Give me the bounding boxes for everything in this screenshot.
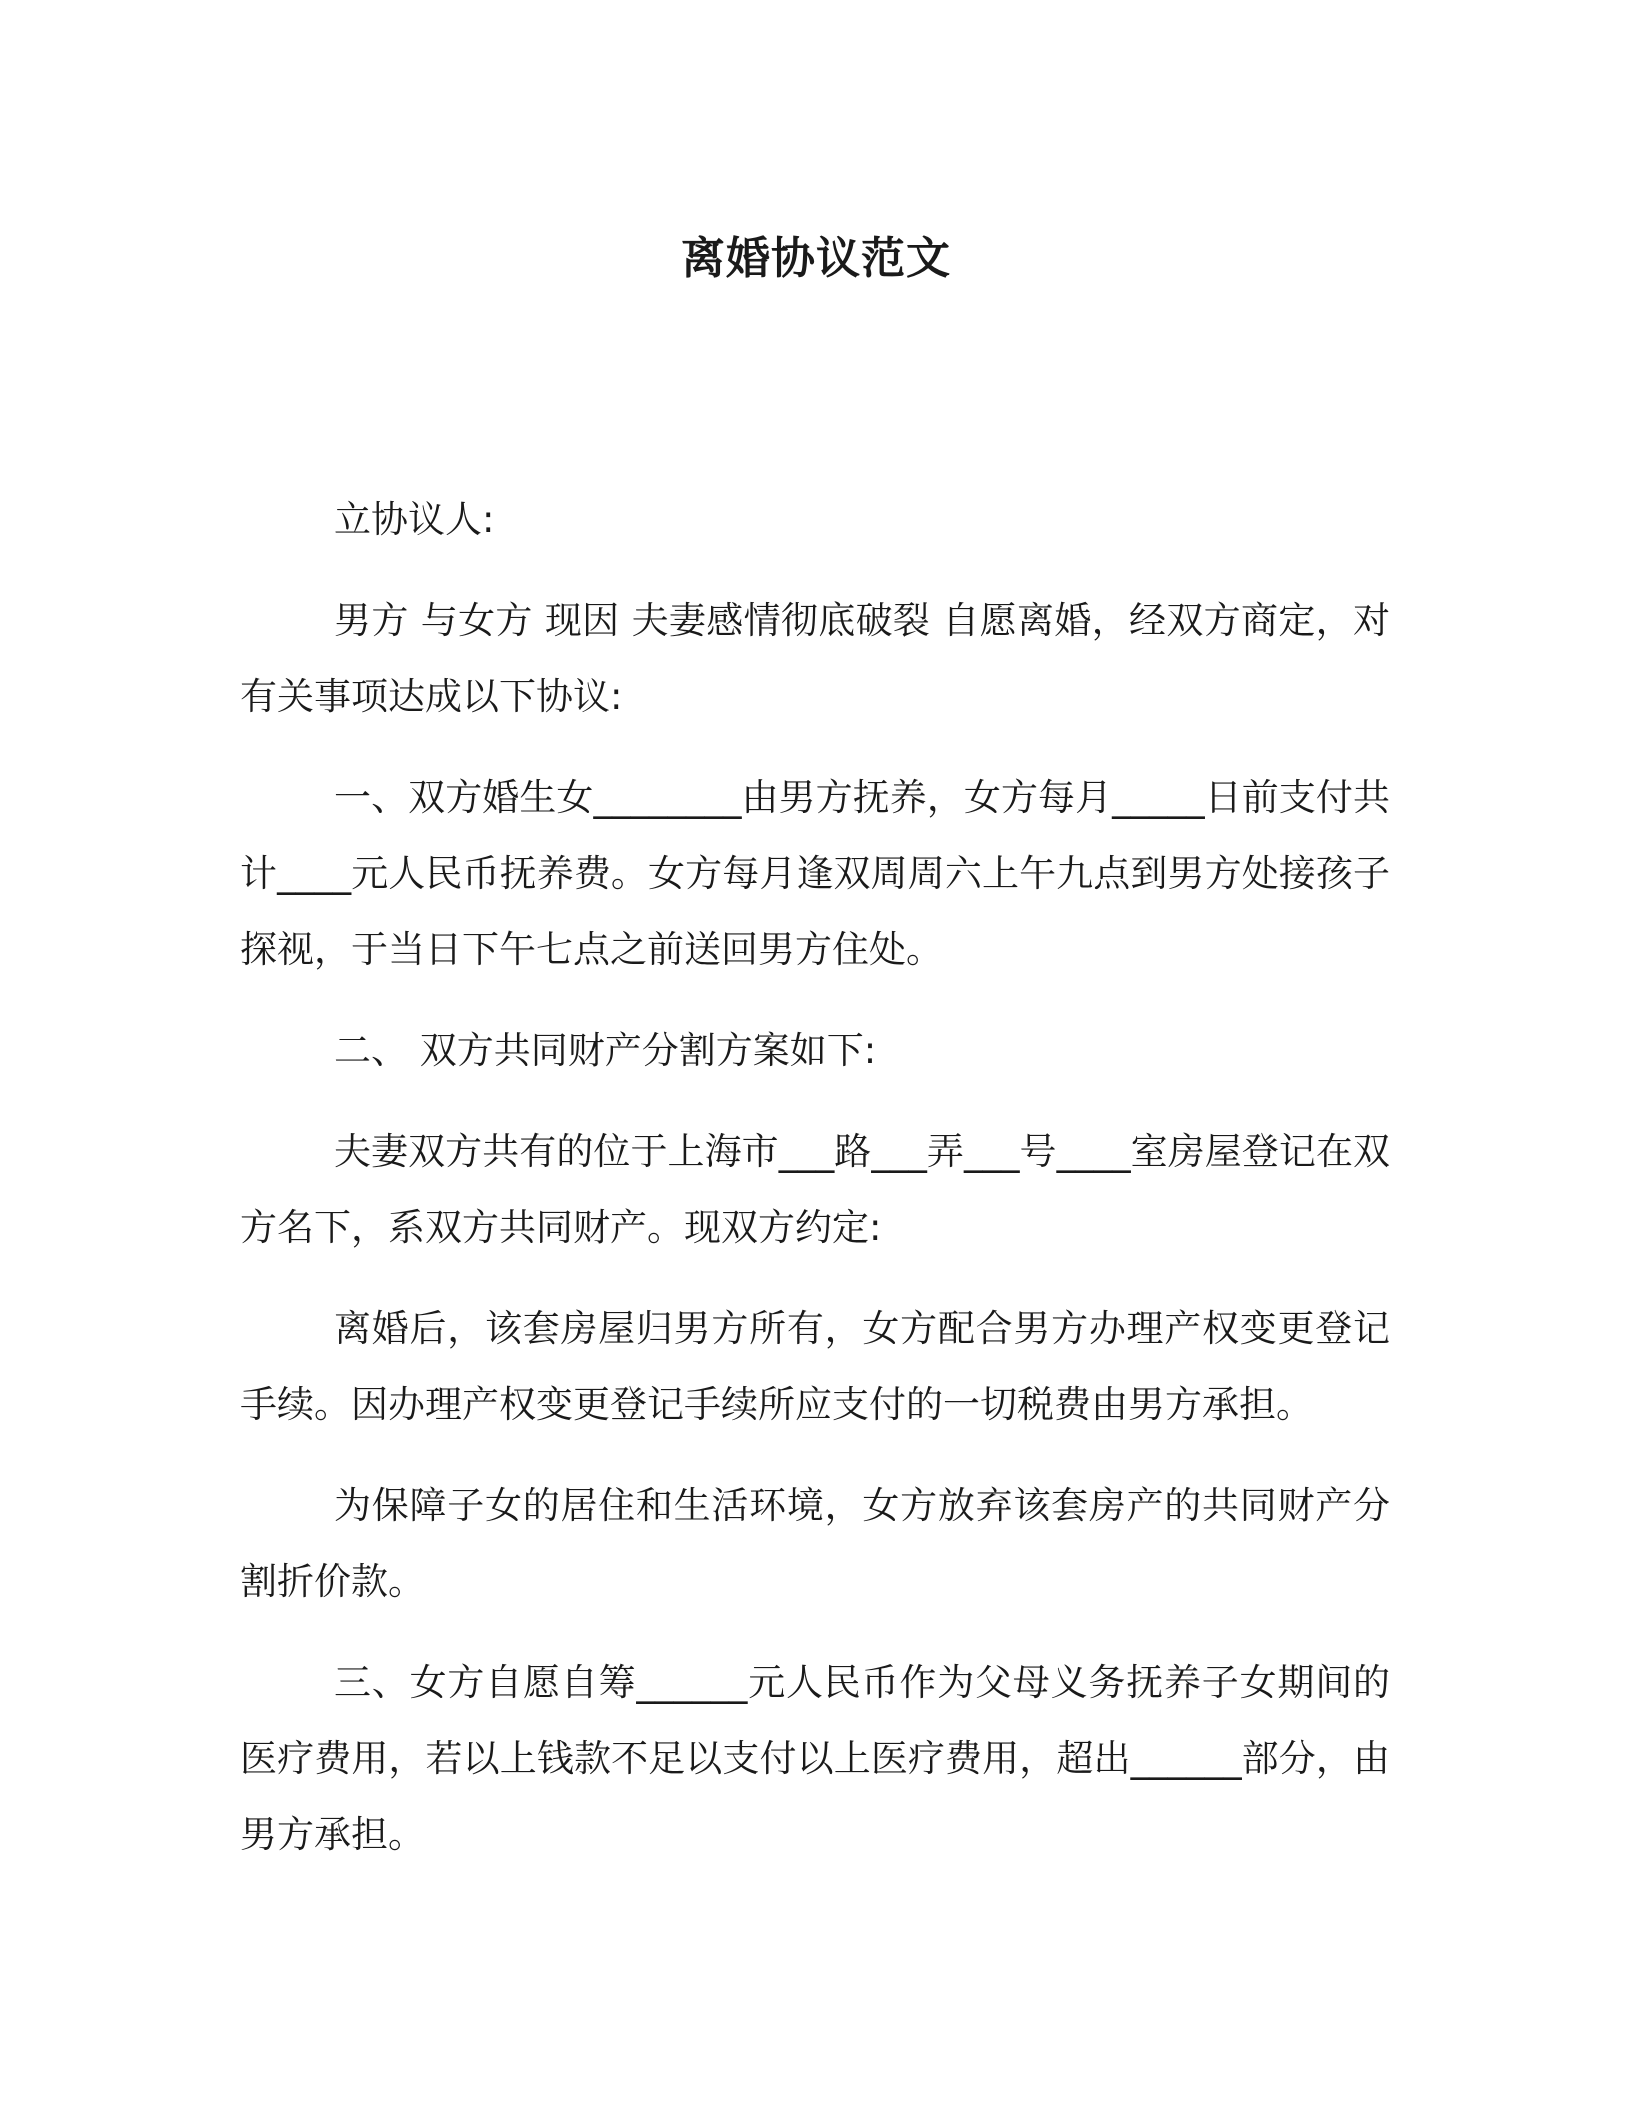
document-title: 离婚协议范文 [681, 233, 951, 284]
paragraph-clause-1-custody: 一、双方婚生女________由男方抚养，女方每月_____日前支付共计____元人民币抚养费。女方每月逢双周周六上午九点到男方处接孩子探视，于当日下午七点之前送回男方住处。 [240, 776, 1390, 971]
paragraph-clause-2-heading: 二、 双方共同财产分割方案如下: [334, 1029, 877, 1072]
paragraph-property-location: 夫妻双方共有的位于上海市___路___弄___号____室房屋登记在双方名下，系双方共同财产。现双方约定: [240, 1130, 1390, 1249]
paragraph-intro: 男方 与女方 现因 夫妻感情彻底破裂 自愿离婚，经双方商定，对有关事项达成以下协议: [240, 599, 1390, 718]
paragraph-property-waiver: 为保障子女的居住和生活环境，女方放弃该套房产的共同财产分割折价款。 [240, 1484, 1390, 1603]
paragraph-property-ownership: 离婚后，该套房屋归男方所有，女方配合男方办理产权变更登记手续。因办理产权变更登记手续所应支付的一切税费由男方承担。 [240, 1307, 1390, 1426]
paragraph-clause-3-medical: 三、女方自愿自筹______元人民币作为父母义务抚养子女期间的医疗费用，若以上钱款不足以支付以上医疗费用，超出______部分，由男方承担。 [240, 1661, 1390, 1856]
document-body [240, 482, 1390, 1898]
paragraph-parties: 立协议人: [334, 498, 495, 541]
